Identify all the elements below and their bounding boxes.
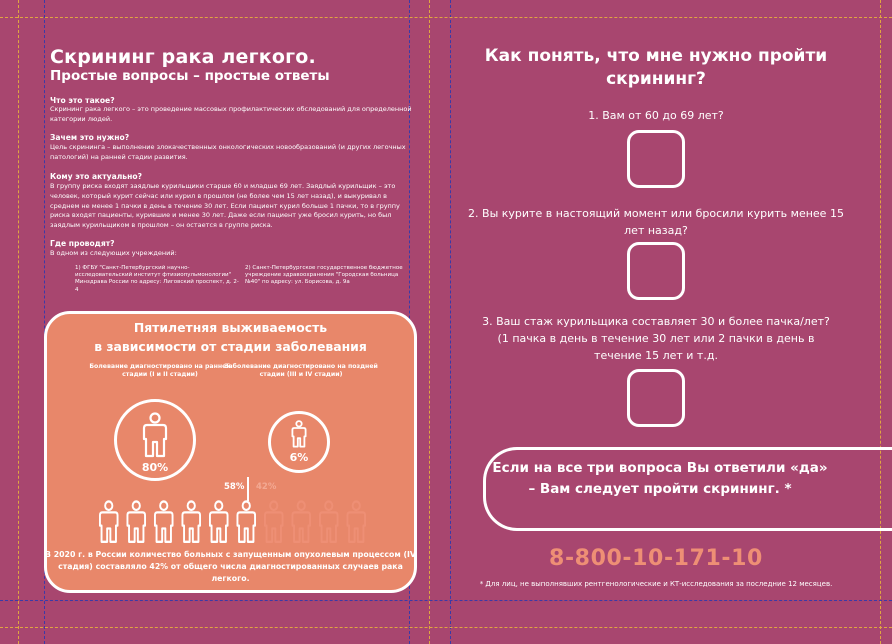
- person-icon: [210, 501, 228, 541]
- person-icon: [347, 501, 365, 541]
- question-2: 2. Вы курите в настоящий момент или бросили курить менее 15 лет назад?: [468, 207, 844, 237]
- person-icon: [265, 501, 283, 541]
- people-row: [95, 500, 370, 544]
- section-text: Скрининг рака легкого – это проведение массовых профилактических обследований для определенной категории людей.: [50, 105, 412, 123]
- footnote: * Для лиц, не выполнявших рентгенологические и КТ-исследования за последние 12 месяцев.: [479, 580, 833, 588]
- person-icon: [100, 501, 118, 541]
- checkbox-square[interactable]: [627, 369, 685, 427]
- split-right-percent: 42%: [256, 482, 277, 492]
- crop-guide: [18, 0, 19, 644]
- crop-guide: [0, 600, 892, 601]
- crop-guide: [880, 0, 881, 644]
- section-text: В одном из следующих учреждений:: [50, 249, 177, 257]
- checkbox-square[interactable]: [627, 130, 685, 188]
- late-stage-label: Заболевание диагностировано на поздней стадии (III и IV стадии): [224, 363, 378, 378]
- checkbox-square[interactable]: [627, 242, 685, 300]
- person-icon: [237, 501, 255, 541]
- fold-guide: [450, 0, 451, 644]
- phone-number[interactable]: 8-800-10-171-10: [549, 546, 763, 571]
- section-text: Цель скрининга – выполнение злокачественных онкологических новообразований (и других легочных патологий) на ранней стадии развития.: [50, 143, 406, 161]
- person-icon: [127, 501, 145, 541]
- split-divider: [247, 477, 249, 501]
- section-label: Где проводят?: [50, 239, 115, 248]
- late-stage-percent: 6%: [289, 451, 309, 464]
- survival-footer: В 2020 г. в России количество больных с запущенным опухолевым процессом (IV стадия) составляло 42% от общего числа диагностированных случаев рака легкого.: [45, 550, 416, 583]
- fold-guide: [429, 0, 430, 644]
- section-text: В группу риска входят заядлые курильщики старше 60 и младше 69 лет. Заядлый курильщик – это человек, который курит сейчас или курил в прошлом (не более чем 15 лет назад), и выкуривал в среднем не менее 1 пачки в день в течение 30 лет. Если пациент курил больше 1 пачки, то в группу риска входят пациенты, курившие и менее 30 лет. Даже если пациент уже бросил курить, но был заядлым курильщиком в прошлом – он остается в группе риска.: [50, 182, 400, 230]
- person-icon: [292, 501, 310, 541]
- right-title: Как понять, что мне нужно пройти скрининг?: [484, 46, 828, 89]
- page-title: Скрининг рака легкого.: [50, 46, 316, 68]
- crop-guide: [0, 17, 892, 18]
- crop-guide: [0, 627, 892, 628]
- answer-text: Если на все три вопроса Вы ответили «да» – Вам следует пройти скрининг. *: [492, 460, 828, 497]
- split-left-percent: 58%: [224, 482, 245, 492]
- person-icon: [320, 501, 338, 541]
- section-label: Что это такое?: [50, 96, 115, 105]
- person-icon: [182, 501, 200, 541]
- survival-title: Пятилетняя выживаемость в зависимости от стадии заболевания: [94, 320, 367, 354]
- person-icon: [290, 420, 308, 448]
- institution-item: 2) Санкт-Петербургское государственное бюджетное учреждение здравоохранения "Городская больница №40" по адресу: ул. Борисова, д. 9а: [245, 265, 403, 286]
- question-3: 3. Ваш стаж курильщика составляет 30 и более пачка/лет? (1 пачка в день в течение 30 лет или 2 пачки в день в течение 15 лет и т.д.: [482, 315, 830, 362]
- early-stage-percent: 80%: [141, 461, 169, 474]
- page-subtitle: Простые вопросы – простые ответы: [50, 68, 330, 84]
- section-label: Зачем это нужно?: [50, 133, 130, 142]
- section-label: Кому это актуально?: [50, 172, 142, 181]
- question-1: 1. Вам от 60 до 69 лет?: [588, 109, 724, 122]
- early-stage-label: Болевание диагностировано на ранней стадии (I и II стадии): [89, 363, 231, 378]
- person-icon: [155, 501, 173, 541]
- institution-item: 1) ФГБУ "Санкт-Петербургский научно-исследовательский институт фтизиопульмонологии" Минздрава России по адресу: Лиговский проспект, д. 2-4: [75, 265, 239, 293]
- person-icon: [140, 412, 170, 458]
